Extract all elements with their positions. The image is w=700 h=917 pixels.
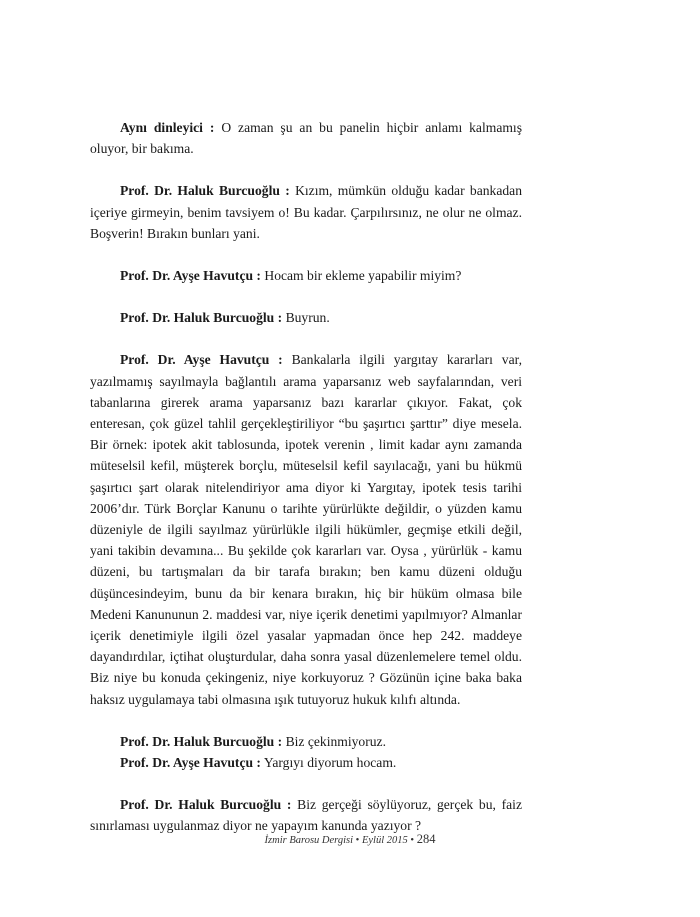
transcript-paragraph — [90, 349, 522, 709]
page-number: 284 — [416, 832, 436, 846]
speaker-name: Prof. Dr. Haluk Burcuoğlu : — [120, 733, 283, 749]
transcript-paragraph — [90, 117, 522, 159]
journal-name: İzmir Barosu Dergisi — [264, 835, 354, 846]
transcript-paragraph — [90, 794, 522, 836]
speech-text: Yargıyı diyorum hocam. — [263, 755, 397, 771]
transcript-body — [90, 117, 522, 858]
page-footer — [0, 832, 700, 847]
speech-text: Biz gerçeği söylüyoruz, gerçek bu, faiz sınırlaması uygulanmaz diyor ne yapayım kanunda yazıyor ? — [90, 797, 522, 834]
speech-text: Kızım, mümkün olduğu kadar bankadan içeriye girmeyin, benim tavsiyem o! Bu kadar. Çarpılırsınız, ne olur ne olmaz. Boşverin! Bırakın bunları yani. — [90, 183, 522, 241]
speaker-name: Aynı dinleyici : — [120, 120, 215, 135]
speech-text: O zaman şu an bu panelin hiçbir anlamı kalmamış oluyor, bir bakıma. — [90, 120, 522, 157]
speech-text: Hocam bir ekleme yapabilir miyim? — [264, 268, 462, 284]
speech-text: Bankalarla ilgili yargıtay kararları var, yazılmamış sayılmayla bağlantılı arama yaparsanız web sayfalarından, veri tabanlarına girerek arama yaparsanız bazı kararlar çıkıyor. Fakat, çok enteresan, çok güzel tahlil gerçekleştiriliyor “bu şaşırtıcı şarttır” diye mesela. Bir örnek: ipotek akit tablosunda, ipotek verenin , limit kadar aynı zamanda müteselsil kefil, müşterek borçlu, müteselsil kefil sayılacağı, yani bu hükmü şaşırtıcı şart olarak nitelendiriyor ama diyor ki Yargıtay, ipotek tesis tarihi 2006’dır. Türk Borçlar Kanunu o tarihte yürürlükte değildir, o yüzden kamu düzeniyle de ilgili sayılmaz yürürlükle ilgili hükümler, geçmişe etkili değil, yani takibin devamına... Bu şekilde çok kararları var. Oysa , yürürlük - kamu düzeni, bu tartışmaları da bir tarafa bırakın; ben kamu düzeni olduğu düşüncesindeyim, bunu da bir kenara bırakın, hiç bir hüküm olmasa bile Medeni Kanununun 2. maddesi var, niye içerik denetimi yapılmıyor? Almanlar içerik denetimiyle ilgili özel yasalar yapmadan önce hep 242. maddeye dayandırdılar, içtihat oluşturdular, daha sonra yasal düzenlemelere temel oldu. Biz niye bu konuda çekingeniz, niye korkuyoruz ? Gözünün içine baka baka haksız uygulamaya tabi olmasına ışık tutuyoruz hukuk kılıfı altında. — [90, 352, 522, 707]
transcript-paragraph — [90, 752, 522, 773]
issue-date: Eylül 2015 — [361, 835, 408, 846]
transcript-paragraph — [90, 731, 522, 752]
speaker-name: Prof. Dr. Ayşe Havutçu : — [120, 352, 283, 368]
speaker-name: Prof. Dr. Haluk Burcuoğlu : — [120, 797, 292, 813]
speaker-name: Prof. Dr. Ayşe Havutçu : — [120, 755, 261, 771]
speaker-name: Prof. Dr. Haluk Burcuoğlu : — [120, 310, 283, 326]
speech-text: Biz çekinmiyoruz. — [285, 733, 386, 749]
transcript-paragraph — [90, 180, 522, 244]
transcript-paragraph — [90, 265, 522, 286]
speaker-name: Prof. Dr. Haluk Burcuoğlu : — [120, 183, 290, 199]
speech-text: Buyrun. — [285, 310, 330, 326]
footer-separator: • — [355, 835, 360, 846]
speaker-name: Prof. Dr. Ayşe Havutçu : — [120, 268, 261, 284]
footer-separator: • — [410, 835, 415, 846]
transcript-paragraph — [90, 307, 522, 328]
